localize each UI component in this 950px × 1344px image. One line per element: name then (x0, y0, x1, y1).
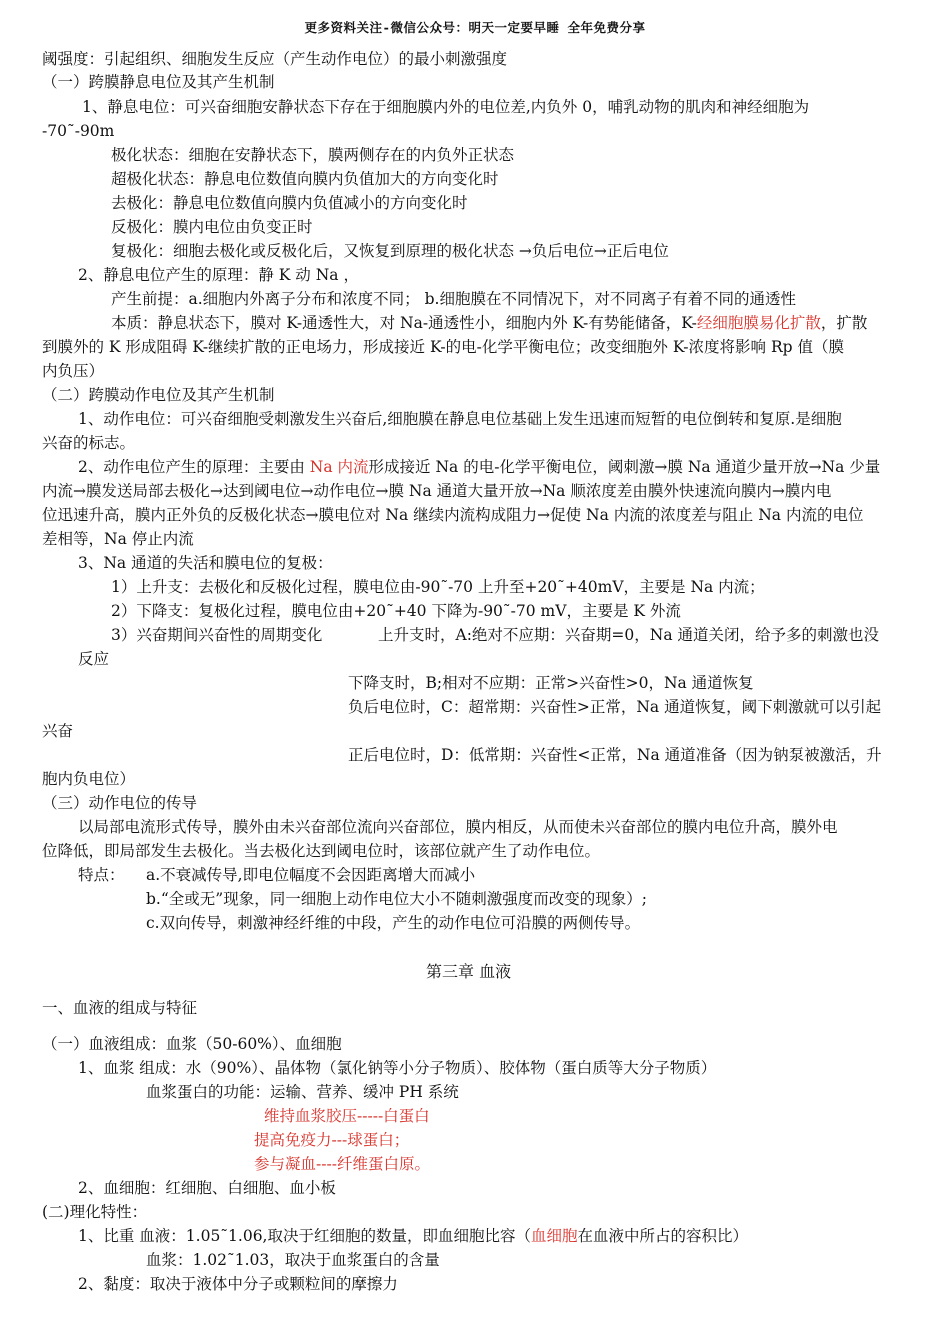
section-heading: （一）血液组成：血浆（50-60%）、血细胞 (42, 1035, 342, 1053)
paragraph-line: 血浆蛋白的功能：运输、营养、缓冲 PH 系统 (146, 1083, 459, 1101)
paragraph-line: 2、静息电位产生的原理：静 K 动 Na ， (78, 266, 359, 284)
section-heading: (二)理化特性： (42, 1203, 148, 1221)
paragraph-line: 反应 (78, 650, 110, 668)
paragraph-line: 胞内负电位） (42, 770, 136, 788)
paragraph-line: 1、血浆 组成：水（90%）、晶体物（氯化钠等小分子物质）、胶体物（蛋白质等大分子物质） (78, 1059, 717, 1077)
paragraph-line: -70˜-90m (42, 122, 115, 140)
highlighted-text: 血细胞 (531, 1227, 578, 1245)
highlighted-line: 提高免疫力---球蛋白； (254, 1131, 410, 1149)
paragraph-line: 2、血细胞：红细胞、白细胞、血小板 (78, 1179, 336, 1197)
paragraph-line: 位降低，即局部发生去极化。当去极化达到阈电位时，该部位就产生了动作电位。 (42, 842, 601, 860)
paragraph-line: 以局部电流形式传导，膜外由未兴奋部位流向兴奋部位，膜内相反，从而使未兴奋部位的膜内电位升高，膜外电 (78, 818, 838, 836)
highlighted-line: 参与凝血----纤维蛋白原。 (254, 1155, 430, 1173)
paragraph-line (78, 1226, 748, 1246)
highlighted-line: 维持血浆胶压-----白蛋白 (264, 1107, 430, 1125)
paragraph-line: 产生前提：a.细胞内外离子分布和浓度不同； b.细胞膜在不同情况下，对不同离子有着不同的通透性 (111, 290, 796, 308)
section-heading: （一）跨膜静息电位及其产生机制 (42, 73, 275, 91)
text-run: 1、比重 血液：1.05˜1.06,取决于红细胞的数量，即血细胞比容（ (78, 1227, 531, 1245)
highlighted-text: 经细胞膜易化扩散 (696, 314, 821, 332)
text-run: 在血液中所占的容积比） (577, 1227, 749, 1245)
chapter-title: 第三章 血液 (426, 962, 512, 981)
list-item: a.不衰减传导,即电位幅度不会因距离增大而减小 (146, 866, 476, 884)
page-header: 更多资料关注-微信公众号：明天一定要早睡 全年免费分享 (304, 20, 646, 35)
definition-line: 去极化：静息电位数值向膜内负值减小的方向变化时 (111, 194, 468, 212)
list-item: 2）下降支：复极化过程，膜电位由+20˜+40 下降为-90˜-70 mV，主要是 K 外流 (111, 602, 681, 620)
list-item: b.“全或无”现象，同一细胞上动作电位大小不随刺激强度而改变的现象）; (146, 890, 647, 908)
paragraph-line (78, 457, 880, 477)
section-heading: （二）跨膜动作电位及其产生机制 (42, 386, 275, 404)
text-run: 形成接近 Na 的电-化学平衡电位，阈刺激→膜 Na 通道少量开放→Na 少量 (368, 458, 881, 476)
definition-line: 复极化：细胞去极化或反极化后，又恢复到原理的极化状态 →负后电位→正后电位 (111, 242, 669, 260)
paragraph-line: 正后电位时，D：低常期：兴奋性<正常，Na 通道准备（因为钠泵被激活，升 (348, 746, 882, 764)
list-item: 上升支时，A:绝对不应期：兴奋期=0，Na 通道关闭，给予多的刺激也没 (378, 626, 879, 644)
text-run: ，扩散 (820, 314, 868, 332)
paragraph-line: 3、Na 通道的失活和膜电位的复极： (78, 554, 333, 572)
paragraph-line: 下降支时，B;相对不应期：正常>兴奋性>0，Na 通道恢复 (348, 674, 754, 692)
label: 特点： (78, 866, 125, 884)
section-heading: 一、血液的组成与特征 (42, 999, 198, 1017)
paragraph-line: 1、静息电位：可兴奋细胞安静状态下存在于细胞膜内外的电位差,内负外 0，哺乳动物的肌肉和神经细胞为 (82, 98, 810, 116)
section-heading: （三）动作电位的传导 (42, 794, 198, 812)
paragraph-line: 位迅速升高，膜内正外负的反极化状态→膜电位对 Na 继续内流构成阻力→促使 Na 内流的浓度差与阻止 Na 内流的电位 (42, 506, 864, 524)
text-run: 2、动作电位产生的原理：主要由 (78, 458, 310, 476)
text-run: 本质：静息状态下，膜对 K-通透性大，对 Na-通透性小，细胞内外 K-有势能储备，K- (111, 314, 697, 332)
highlighted-text: Na 内流 (309, 458, 369, 476)
paragraph-line (111, 313, 867, 333)
list-item: c.双向传导，刺激神经纤维的中段，产生的动作电位可沿膜的两侧传导。 (146, 914, 641, 932)
paragraph-line: 内流→膜发送局部去极化→达到阈电位→动作电位→膜 Na 通道大量开放→Na 顺浓度差由膜外快速流向膜内→膜内电 (42, 482, 832, 500)
paragraph-line: 差相等，Na 停止内流 (42, 530, 194, 548)
paragraph-line: 2、黏度：取决于液体中分子或颗粒间的摩擦力 (78, 1275, 398, 1293)
paragraph-line: 负后电位时，C：超常期：兴奋性>正常，Na 通道恢复，阈下刺激就可以引起 (348, 698, 882, 716)
threshold-definition: 阈强度：引起组织、细胞发生反应（产生动作电位）的最小刺激强度 (42, 50, 508, 68)
definition-line: 极化状态：细胞在安静状态下，膜两侧存在的内负外正状态 (111, 146, 515, 164)
paragraph-line: 兴奋的标志。 (42, 434, 136, 452)
paragraph-line: 到膜外的 K 形成阻碍 K-继续扩散的正电场力，形成接近 K-的电-化学平衡电位；改变细胞外 K-浓度将影响 Rp 值（膜 (42, 338, 844, 356)
definition-line: 反极化：膜内电位由负变正时 (111, 218, 313, 236)
paragraph-line: 血浆：1.02˜1.03，取决于血浆蛋白的含量 (146, 1251, 440, 1269)
list-item: 3）兴奋期间兴奋性的周期变化 (111, 626, 323, 644)
definition-line: 超极化状态：静息电位数值向膜内负值加大的方向变化时 (111, 170, 499, 188)
paragraph-line: 内负压） (42, 362, 105, 380)
paragraph-line: 兴奋 (42, 722, 74, 740)
paragraph-line: 1、动作电位：可兴奋细胞受刺激发生兴奋后,细胞膜在静息电位基础上发生迅速而短暂的电位倒转和复原.是细胞 (78, 410, 842, 428)
list-item: 1）上升支：去极化和反极化过程，膜电位由-90˜-70 上升至+20˜+40mV，主要是 Na 内流； (111, 578, 765, 596)
